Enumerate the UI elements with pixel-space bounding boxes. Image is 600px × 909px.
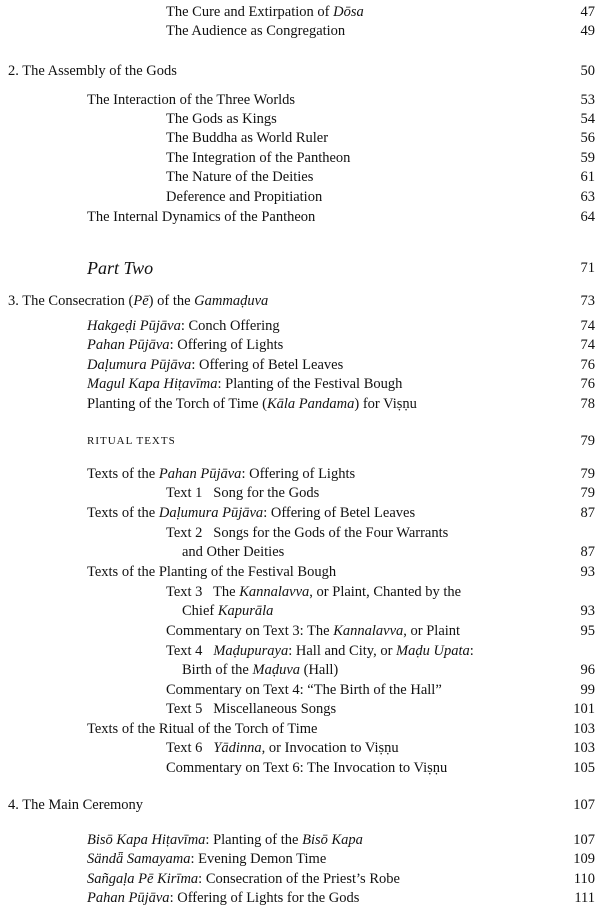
toc-entry-title: The Interaction of the Three Worlds (87, 92, 296, 108)
toc-entry (0, 186, 600, 208)
toc-entry (0, 620, 600, 642)
toc-section (0, 502, 600, 524)
toc-entry-title: Texts of the Ritual of the Torch of Time (87, 721, 318, 737)
toc-entry (0, 127, 600, 149)
toc-entry-title: Magul Kapa Hiṭavīma: Planting of the Festival Bough (87, 376, 403, 392)
toc-entry-page: 107 (573, 832, 595, 848)
toc-entry-page: 109 (573, 851, 595, 867)
toc-entry-page: 47 (580, 4, 595, 20)
toc-entry-title: Planting of the Torch of Time (Kāla Pandama) for Viṣṇu (87, 396, 417, 412)
toc-entry-continuation (0, 659, 600, 681)
toc-entry-page: 74 (580, 318, 595, 334)
toc-entry-title: and Other Deities (182, 544, 285, 560)
toc-entry-page: 99 (580, 682, 595, 698)
ritual-texts-heading (0, 430, 600, 452)
toc-section (0, 334, 600, 356)
toc-entry-page: 61 (580, 169, 595, 185)
toc-entry-page: 76 (580, 376, 595, 392)
toc-entry-title: Text 1 Song for the Gods (166, 485, 320, 501)
toc-section (0, 206, 600, 228)
toc-entry-page: 111 (574, 890, 595, 906)
toc-entry-page: 87 (580, 505, 595, 521)
toc-entry-title: Deference and Propitiation (166, 189, 323, 205)
toc-entry (0, 757, 600, 779)
toc-entry-title: Text 6 Yādinna, or Invocation to Viṣṇu (166, 740, 399, 756)
toc-entry (0, 698, 600, 720)
toc-entry-page: 49 (580, 23, 595, 39)
toc-entry-title: Texts of the Daḷumura Pūjāva: Offering of Betel Leaves (87, 505, 416, 521)
toc-entry-title: Text 5 Miscellaneous Songs (166, 701, 337, 717)
toc-entry-title: Text 4 Maḍupuraya: Hall and City, or Maḍu Upata: (166, 643, 474, 659)
toc-entry (0, 482, 600, 504)
toc-entry-title: Commentary on Text 6: The Invocation to Viṣṇu (166, 760, 448, 776)
toc-section (0, 561, 600, 583)
toc-entry-title: Hakgeḍi Pūjāva: Conch Offering (87, 318, 280, 334)
toc-entry (0, 20, 600, 42)
toc-entry-title: The Internal Dynamics of the Pantheon (87, 209, 316, 225)
toc-entry-title: Sändǟ Samayama: Evening Demon Time (87, 851, 327, 867)
toc-entry-title: The Integration of the Pantheon (166, 150, 351, 166)
toc-entry-page: 103 (573, 740, 595, 756)
toc-entry-page: 54 (580, 111, 595, 127)
toc-entry-title: Pahan Pūjāva: Offering of Lights for the Gods (87, 890, 360, 906)
toc-entry-page: 96 (580, 662, 595, 678)
toc-entry-page: 93 (580, 564, 595, 580)
toc-entry-page: 79 (580, 433, 595, 449)
toc-entry-page: 103 (573, 721, 595, 737)
toc-entry-title: Chief Kapurāla (182, 603, 274, 619)
toc-entry-page: 73 (580, 293, 595, 309)
toc-entry-title: The Gods as Kings (166, 111, 277, 127)
toc-entry-title: Text 2 Songs for the Gods of the Four Warrants (166, 525, 449, 541)
toc-entry-page: 76 (580, 357, 595, 373)
toc-entry-title: Text 3 The Kannalavva, or Plaint, Chanted by the (166, 584, 462, 600)
toc-entry-page: 95 (580, 623, 595, 639)
toc-entry-page: 74 (580, 337, 595, 353)
toc-section (0, 848, 600, 870)
toc-entry-title: Commentary on Text 4: “The Birth of the Hall” (166, 682, 442, 698)
toc-entry-page: 59 (580, 150, 595, 166)
toc-entry-page: 105 (573, 760, 595, 776)
part-heading (0, 257, 600, 279)
toc-entry-title: Commentary on Text 3: The Kannalavva, or Plaint (166, 623, 461, 639)
toc-entry-page: 50 (580, 63, 595, 79)
toc-entry-continuation (0, 600, 600, 622)
toc-entry-page: 56 (580, 130, 595, 146)
toc-entry-title: 4. The Main Ceremony (8, 797, 144, 813)
toc-entry-page: 64 (580, 209, 595, 225)
toc-entry-title: Texts of the Pahan Pūjāva: Offering of Lights (87, 466, 356, 482)
toc-entry-page: 101 (573, 701, 595, 717)
toc-entry-title: The Audience as Congregation (166, 23, 346, 39)
toc-entry-page: 53 (580, 92, 595, 108)
toc-section (0, 887, 600, 909)
toc-entry-title: Bisō Kapa Hiṭavīma: Planting of the Bisō Kapa (87, 832, 363, 848)
toc-entry-title: 3. The Consecration (Pē) of the Gammaḍuva (8, 293, 269, 309)
toc-entry-continuation (0, 541, 600, 563)
toc-entry-title: Texts of the Planting of the Festival Bough (87, 564, 337, 580)
toc-entry (0, 737, 600, 759)
toc-entry-page: 79 (580, 466, 595, 482)
toc-entry-title: Daḷumura Pūjāva: Offering of Betel Leaves (87, 357, 344, 373)
toc-entry-title: The Cure and Extirpation of Dōsa (166, 4, 364, 20)
toc-entry-title: Sañgaḷa Pē Kirīma: Consecration of the Priest’s Robe (87, 871, 400, 887)
toc-entry-page: 78 (580, 396, 595, 412)
toc-entry (0, 166, 600, 188)
toc-entry-title: RITUAL TEXTS (87, 435, 176, 447)
toc-entry-page: 107 (573, 797, 595, 813)
toc-entry-page: 71 (580, 260, 595, 276)
toc-entry-title: Birth of the Maḍuva (Hall) (182, 662, 339, 678)
chapter-heading (0, 794, 600, 816)
toc-entry-page: 63 (580, 189, 595, 205)
toc-entry-title: Part Two (87, 258, 154, 278)
chapter-heading (0, 60, 600, 82)
chapter-heading (0, 290, 600, 312)
toc-entry-page: 87 (580, 544, 595, 560)
toc-entry-title: The Nature of the Deities (166, 169, 314, 185)
toc-entry-page: 79 (580, 485, 595, 501)
toc-section (0, 373, 600, 395)
toc-entry-title: Pahan Pūjāva: Offering of Lights (87, 337, 284, 353)
toc-entry-page: 93 (580, 603, 595, 619)
toc-section (0, 393, 600, 415)
toc-entry-title: 2. The Assembly of the Gods (8, 63, 177, 79)
toc-entry-title: The Buddha as World Ruler (166, 130, 329, 146)
toc-entry-page: 110 (573, 871, 595, 887)
